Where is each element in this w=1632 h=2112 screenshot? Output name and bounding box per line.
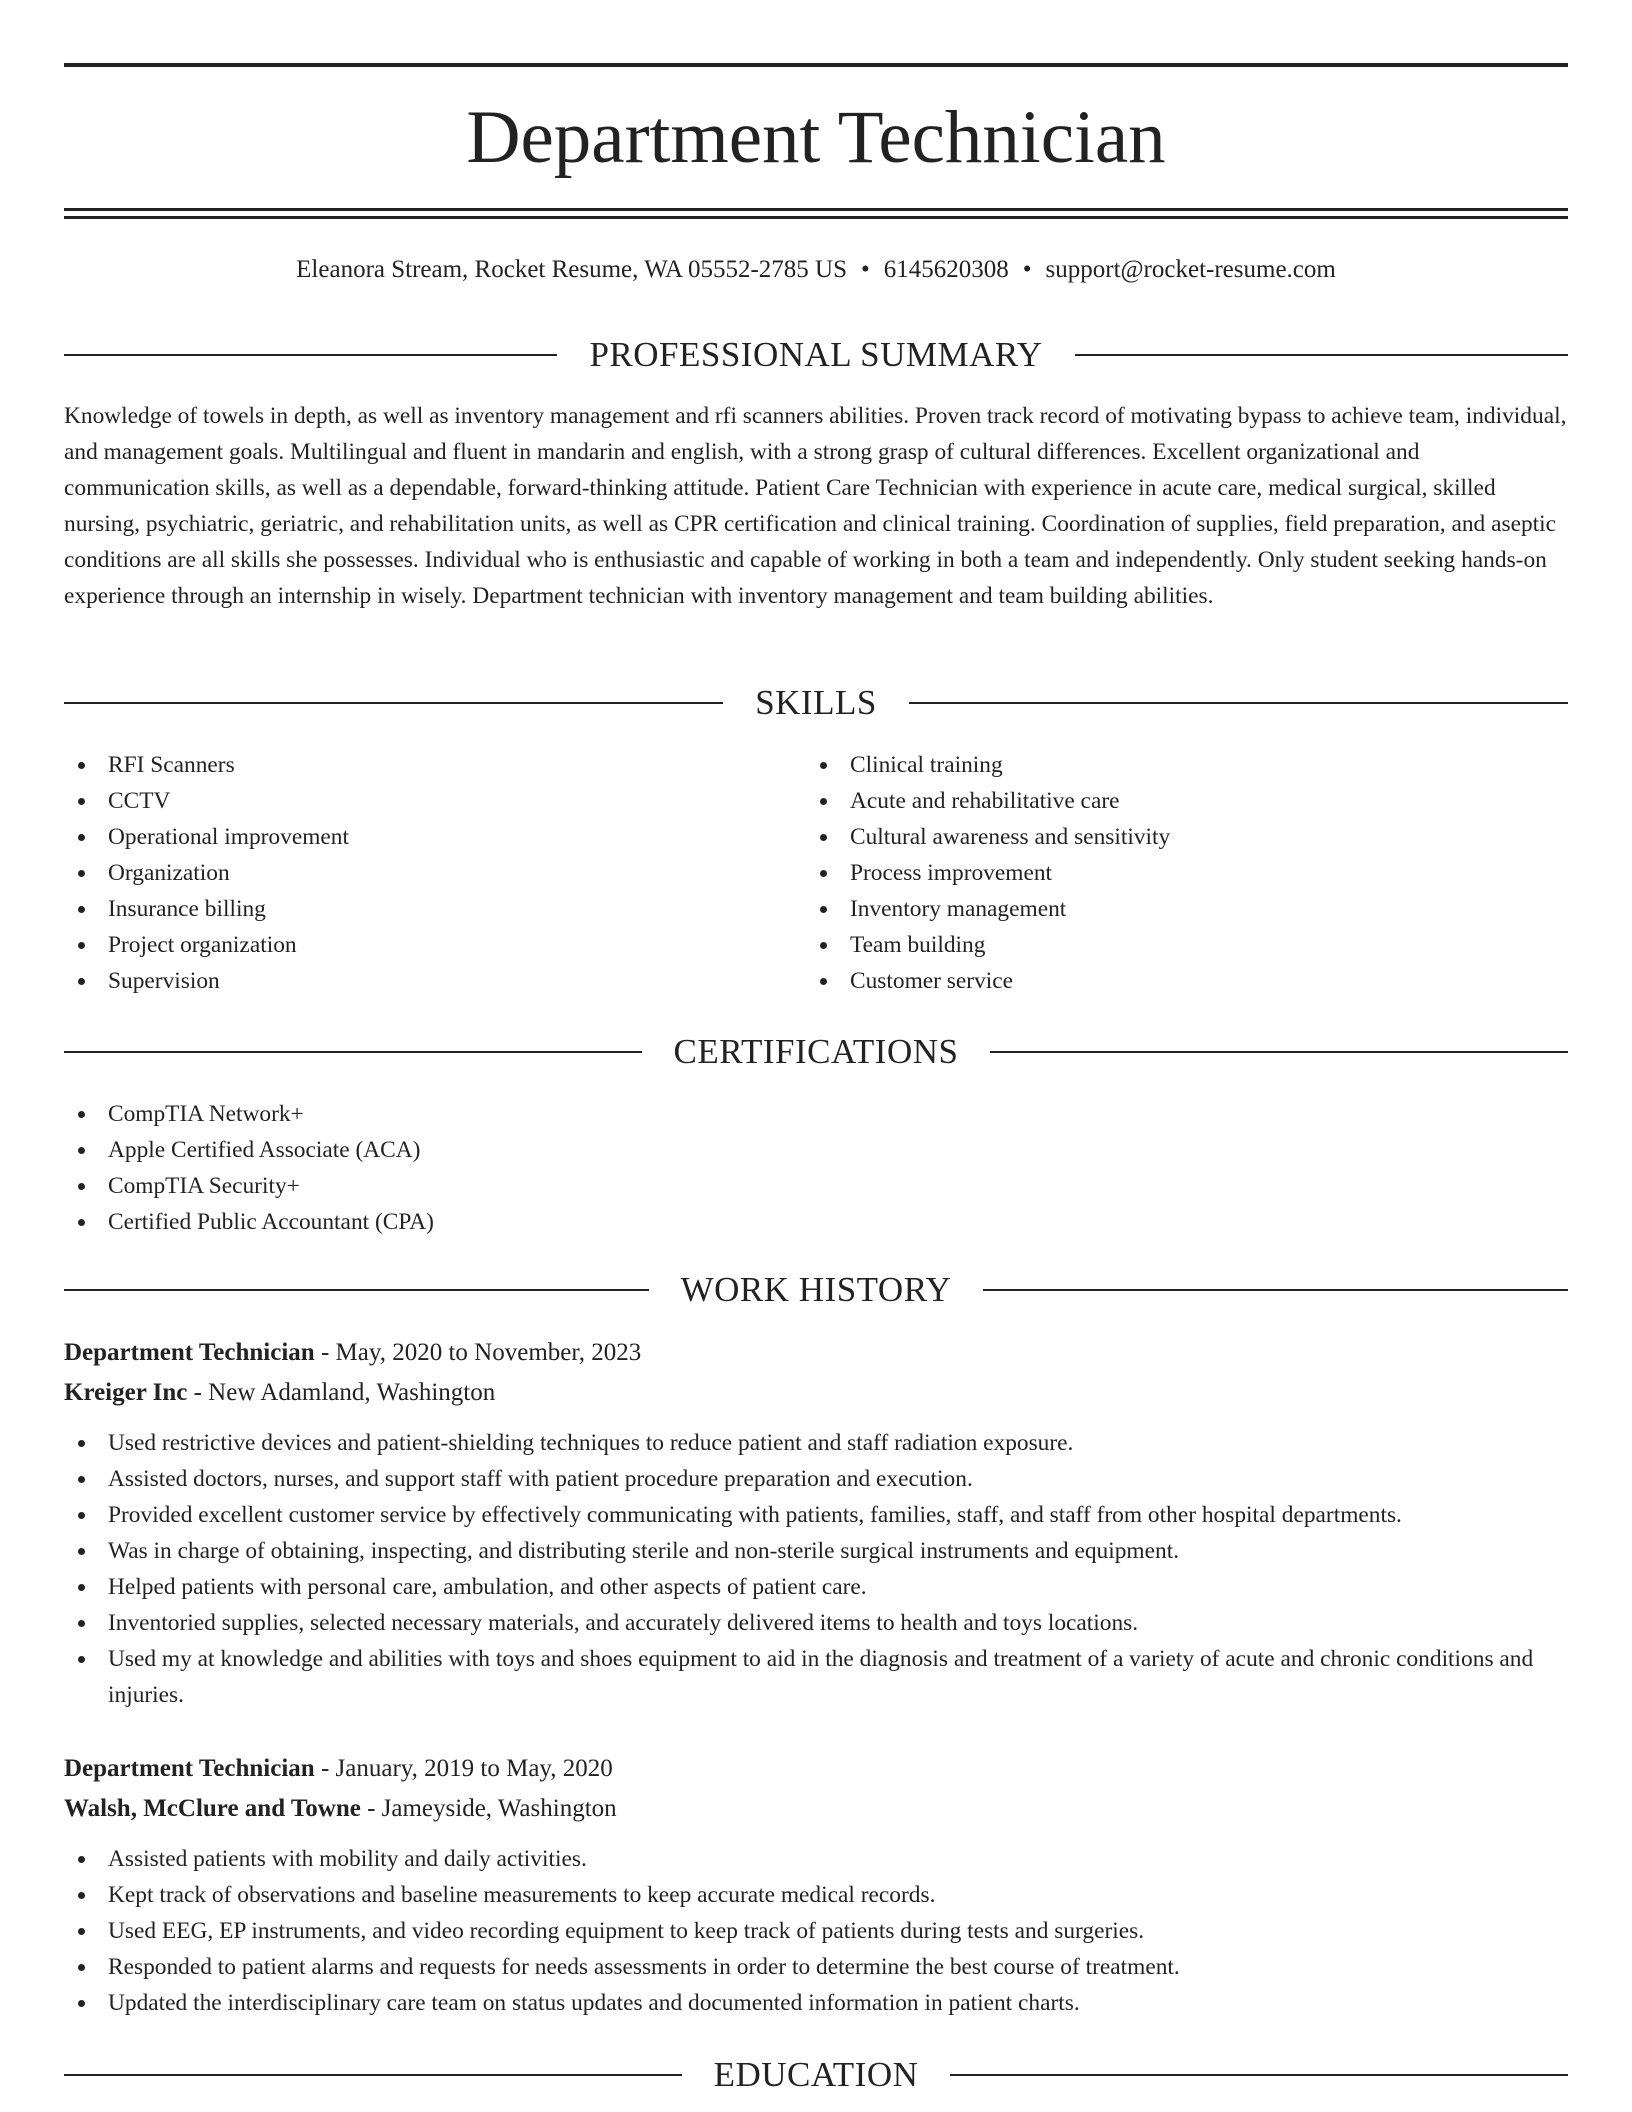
job-bullet: Used restrictive devices and patient-shielding techniques to reduce patient and staff radiation exposure. [64, 1425, 1568, 1461]
heading-rule [64, 702, 723, 704]
heading-rule [64, 1051, 642, 1053]
section-title: SKILLS [755, 683, 877, 722]
certification-item: CompTIA Network+ [64, 1096, 1568, 1132]
skills-list-left [64, 747, 764, 999]
skill-item: Cultural awareness and sensitivity [806, 819, 1566, 855]
skill-item: Process improvement [806, 855, 1566, 891]
contact-email: support@rocket-resume.com [1045, 256, 1336, 283]
job-title-line [64, 1333, 1568, 1373]
job-company-line [64, 1373, 1568, 1413]
heading-rule [1075, 354, 1568, 356]
job-bullet: Used EEG, EP instruments, and video recording equipment to keep track of patients during tests and surgeries. [64, 1913, 1568, 1949]
skill-item: Operational improvement [64, 819, 764, 855]
section-heading-summary [64, 333, 1568, 377]
skill-item: Customer service [806, 963, 1566, 999]
heading-rule [950, 2074, 1568, 2076]
title-rule-lower [64, 216, 1568, 219]
section-title: EDUCATION [713, 2055, 919, 2094]
job-bullet: Provided excellent customer service by effectively communicating with patients, families, staff, and staff from other hospital departments. [64, 1497, 1568, 1533]
skill-item: CCTV [64, 783, 764, 819]
contact-separator: • [1022, 256, 1032, 283]
job-bullet: Responded to patient alarms and requests for needs assessments in order to determine the best course of treatment. [64, 1949, 1568, 1985]
heading-rule [983, 1289, 1568, 1291]
job-bullets [64, 1841, 1568, 2021]
job-dates: - May, 2020 to November, 2023 [314, 1339, 642, 1366]
job-company: Kreiger Inc [64, 1379, 188, 1406]
skill-item: Team building [806, 927, 1566, 963]
job-location: - Jameyside, Washington [360, 1795, 617, 1822]
section-title: CERTIFICATIONS [673, 1032, 959, 1071]
certification-item: CompTIA Security+ [64, 1168, 1568, 1204]
job-bullet: Assisted patients with mobility and daily activities. [64, 1841, 1568, 1877]
skill-item: Project organization [64, 927, 764, 963]
skill-item: Acute and rehabilitative care [806, 783, 1566, 819]
job-bullet: Assisted doctors, nurses, and support staff with patient procedure preparation and execution. [64, 1461, 1568, 1497]
heading-rule [64, 2074, 682, 2076]
certification-item: Certified Public Accountant (CPA) [64, 1204, 1568, 1240]
summary-text: Knowledge of towels in depth, as well as inventory management and rfi scanners abilities. Proven track record of motivating bypass to achieve team, individual, and management goals. Multilingual and fluent in mandarin and english, with a strong grasp of cultural differences. Excellent organizational and communication skills, as well as a dependable, forward-thinking attitude. Patient Care Technician with experience in acute care, medical surgical, skilled nursing, psychiatric, geriatric, and rehabilitation units, as well as CPR certification and clinical training. Coordination of supplies, field preparation, and aseptic conditions are all skills she possesses. Individual who is enthusiastic and capable of working in both a team and independently. Only student seeking hands-on experience through an internship in wisely. Department technician with inventory management and team building abilities. [64, 403, 1567, 609]
contact-separator: • [861, 256, 870, 283]
job-dates: - January, 2019 to May, 2020 [314, 1755, 613, 1782]
heading-rule [909, 702, 1568, 704]
skill-item: Clinical training [806, 747, 1566, 783]
job-title: Department Technician [64, 1755, 315, 1782]
section-heading-work-history [64, 1268, 1568, 1312]
section-heading-education [64, 2053, 1568, 2097]
heading-rule [64, 354, 557, 356]
job-bullet: Inventoried supplies, selected necessary materials, and accurately delivered items to health and toys locations. [64, 1605, 1568, 1641]
job-bullets [64, 1425, 1568, 1713]
certification-item: Apple Certified Associate (ACA) [64, 1132, 1568, 1168]
job-title-line [64, 1749, 1568, 1789]
skills-list-right [806, 747, 1566, 999]
resume-title: Department Technician [466, 96, 1166, 179]
section-heading-certifications [64, 1030, 1568, 1074]
skill-item: Inventory management [806, 891, 1566, 927]
skill-item: Supervision [64, 963, 764, 999]
job-bullet: Was in charge of obtaining, inspecting, and distributing sterile and non-sterile surgical instruments and equipment. [64, 1533, 1568, 1569]
heading-rule [990, 1051, 1568, 1053]
contact-phone: 6145620308 [883, 256, 1009, 283]
job-location: - New Adamland, Washington [187, 1379, 496, 1406]
job-bullet: Updated the interdisciplinary care team on status updates and documented information in patient charts. [64, 1985, 1568, 2021]
contact-address: Eleanora Stream, Rocket Resume, WA 05552-2785 US [296, 256, 847, 283]
job-entry [64, 1749, 1568, 2021]
contact-line [64, 254, 1568, 286]
section-title: PROFESSIONAL SUMMARY [589, 335, 1043, 374]
skill-item: RFI Scanners [64, 747, 764, 783]
title-rule-upper [64, 208, 1568, 211]
skill-item: Insurance billing [64, 891, 764, 927]
job-title: Department Technician [64, 1339, 315, 1366]
skill-item: Organization [64, 855, 764, 891]
section-heading-skills [64, 681, 1568, 725]
job-entry [64, 1333, 1568, 1713]
job-bullet: Helped patients with personal care, ambulation, and other aspects of patient care. [64, 1569, 1568, 1605]
job-company: Walsh, McClure and Towne [64, 1795, 361, 1822]
heading-rule [64, 1289, 649, 1291]
certifications-list [64, 1096, 1568, 1240]
job-company-line [64, 1789, 1568, 1829]
section-title: WORK HISTORY [680, 1270, 952, 1309]
job-bullet: Used my at knowledge and abilities with toys and shoes equipment to aid in the diagnosis and treatment of a variety of acute and chronic conditions and injuries. [64, 1641, 1568, 1713]
top-rule [64, 63, 1568, 67]
job-bullet: Kept track of observations and baseline measurements to keep accurate medical records. [64, 1877, 1568, 1913]
